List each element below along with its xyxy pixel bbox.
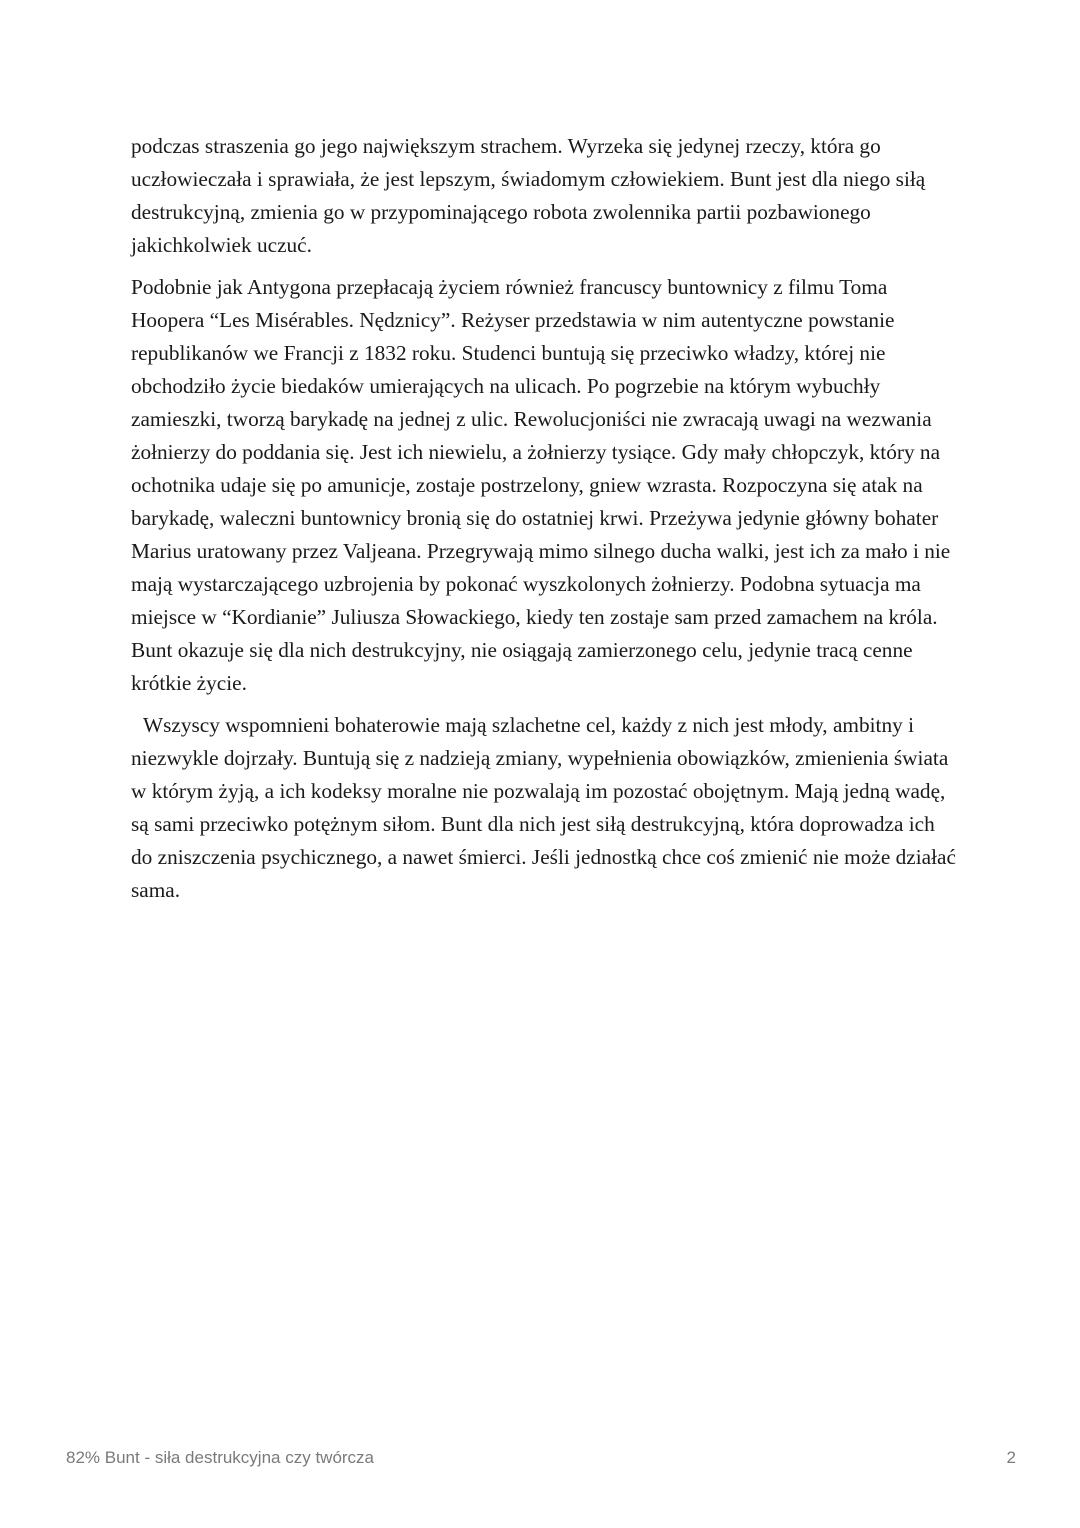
paragraph: podczas straszenia go jego największym strachem. Wyrzeka się jedynej rzeczy, która go uczłowieczała i sprawiała, że jest lepszym, świadomym człowiekiem. Bunt jest dla niego siłą destrukcyjną, zmienia go w przypominającego robota zwolennika partii pozbawionego jakichkolwiek uczuć. <box>131 134 926 257</box>
paragraph: Wszyscy wspomnieni bohaterowie mają szlachetne cel, każdy z nich jest młody, ambitny i niezwykle dojrzały. Buntują się z nadzieją zmiany, wypełnienia obowiązków, zmienienia świata w którym żyją, a ich kodeksy moralne nie pozwalają im pozostać obojętnym. Mają jedną wadę, są sami przeciwko potężnym siłom. Bunt dla nich jest siłą destrukcyjną, która doprowadza ich do zniszczenia psychicznego, a nawet śmierci. Jeśli jednostką chce coś zmienić nie może działać sama. <box>131 713 956 902</box>
paragraph: Podobnie jak Antygona przepłacają życiem również francuscy buntownicy z filmu Toma Hoopera “Les Misérables. Nędznicy”. Reżyser przedstawia w nim autentyczne powstanie republikanów we Francji z 1832 roku. Studenci buntują się przeciwko władzy, której nie obchodziło życie biedaków umierających na ulicach. Po pogrzebie na którym wybuchły zamieszki, tworzą barykadę na jednej z ulic. Rewolucjoniści nie zwracają uwagi na wezwania żołnierzy do poddania się. Jest ich niewielu, a żołnierzy tysiące. Gdy mały chłopczyk, który na ochotnika udaje się po amunicje, zostaje postrzelony, gniew wzrasta. Rozpoczyna się atak na barykadę, waleczni buntownicy bronią się do ostatniej krwi. Przeżywa jedynie główny bohater Marius uratowany przez Valjeana. Przegrywają mimo silnego ducha walki, jest ich za mało i nie mają wystarczającego uzbrojenia by pokonać wyszkolonych żołnierzy. Podobna sytuacja ma miejsce w “Kordianie” Juliusza Słowackiego, kiedy ten zostaje sam przed zamachem na króla. Bunt okazuje się dla nich destrukcyjny, nie osiągają zamierzonego celu, jedynie tracą cenne krótkie życie. <box>131 275 951 695</box>
footer-document-title: 82% Bunt - siła destrukcyjna czy twórcza <box>66 1448 375 1467</box>
document-body <box>131 130 961 916</box>
footer-page-number: 2 <box>1006 1448 1016 1467</box>
